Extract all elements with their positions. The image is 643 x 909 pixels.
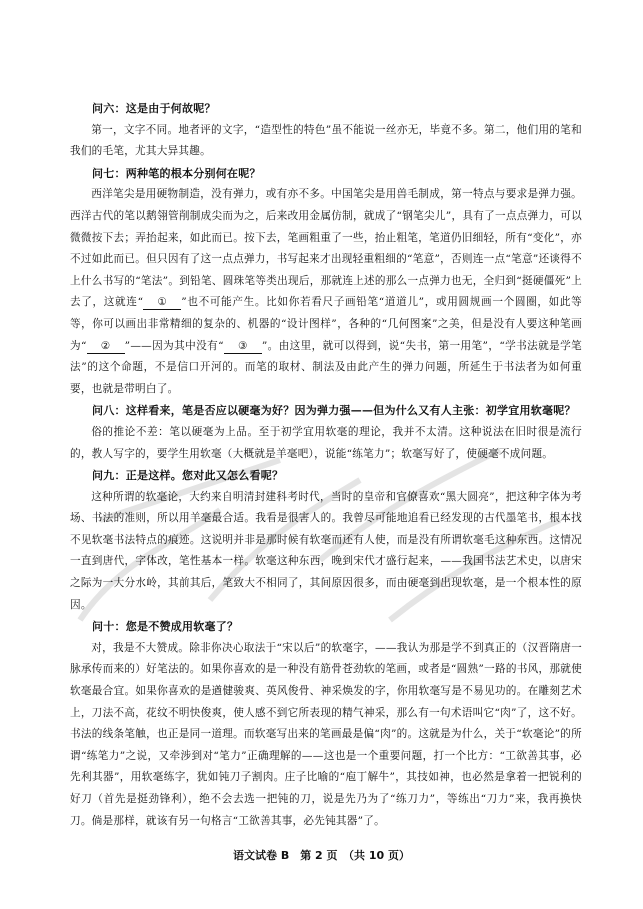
fill-blank-3: ③ — [224, 339, 262, 354]
document-body — [70, 98, 582, 832]
answer-eight: 俗的推论不差：笔以硬毫为上品。至于初学宜用软毫的理论，我并不太清。这种说法在旧时很是流行的，教人写字的，要学生用软毫（大概就是羊毫吧），说能“练笔力”；软毫写好了，使硬毫不成问题。 — [70, 425, 582, 460]
question-seven: 问七：两种笔的根本分别何在呢？ — [92, 166, 261, 180]
answer-ten: 对，我是不大赞成。除非你决心取法于“宋以后”的软毫字，——我认为那是学不到真正的（汉晋隋唐一脉承传而来的）好笔法的。如果你喜欢的是一种没有筋骨苍劲软的笔画，或者是“圆熟”一路的书风，那就使软毫最合宜。如果你喜欢的是遒健骏爽、英风俊骨、神采焕发的字，你用软毫写是不易见功的。在雕刻艺术上，刀法不高，花纹不明快俊爽，使人感不到它所表现的精气神采，那么有一句术语叫它“肉”了，这不好。书法的线条笔触，也正是同一道理。而软毫写出来的笔画最是偏“肉”的。这就是为什么，关于“软毫论”的所谓“练笔力”之说，又牵涉到对“笔力”正确理解的——这也是一个重要问题，打一个比方：“工欲善其事，必先利其器”，用软毫练字，犹如钝刀子割肉。庄子比喻的“庖丁解牛”，其技如神，也必然是拿着一把锐利的好刀（首先是挺劲锋利），绝不会去选一把钝的刀，说是先乃为了“练刀力”，等练出“刀力”来，我再换快刀。倘是那样，就该有另一句格言“工欲善其事，必先钝其器”了。 — [70, 641, 582, 827]
answer-seven-part-3: ”——因为其中没有“ — [124, 339, 224, 352]
answer-six: 第一，文字不同。地者评的文字，“造型性的特色”虽不能说一丝亦无，毕竟不多。第二，他们用的笔和我们的毛笔，尤其大异其趣。 — [70, 123, 582, 158]
page-footer: 语文试卷 B 第 2 页 （共 10 页） — [233, 849, 410, 862]
fill-blank-1: ① — [143, 295, 181, 310]
question-nine: 问九：正是这样。您对此又怎么看呢？ — [92, 469, 284, 483]
answer-seven-part-1: 西洋笔尖是用硬物制造，没有弹力，或有亦不多。中国笔尖是用兽毛制成，第一特点与要求是弹力强。西洋古代的笔以鹅翎管削制成尖而为之，后来改用金属仿制，就成了“钢笔尖儿”，具有了一点点弹力，可以微微按下去；弄抬起来，如此而已。按下去，笔画粗重了一些，抬止粗笔，笔道仍旧细轻，所有“变化”，亦不过如此而已。但只因有了这一点点弹力，书写起来才出现轻重粗细的“笔意”，否则连一点“笔意”还谈得不上什么书写的“笔法”。到铅笔、圆珠笔等类出现后，那就连上述的那么一点弹力也无，全归到“挺硬僵死”上去了，这就连“ — [70, 188, 582, 309]
question-eight: 问八：这样看来，笔是否应以硬毫为好？因为弹力强——但为什么又有人主张：初学宜用软毫呢？ — [92, 404, 576, 418]
question-ten: 问十：您是不赞成用软毫了？ — [92, 620, 239, 634]
question-six: 问六：这是由于何故呢？ — [92, 102, 216, 115]
answer-nine: 这种所谓的软毫论，大约来自明清封建科考时代，当时的皇帝和官僚喜欢“黑大圆亮”，把这种字体为考场、书法的准则，所以用羊毫最合适。我看是很害人的。我曾尽可能地追看已经发现的古代墨笔书，根本找不见软毫书法特点的痕迹。这说明并非是那时候有软毫而还有人使，而是没有所谓软毫毛这种东西。这情况一直到唐代，字体改，笔性基本一样。软毫这种东西，晚到宋代才盛行起来，——我国书法艺术史，以唐宋之际为一大分水岭，其前其后，笔致大不相同了，其间原因很多，而由硬毫到出现软毫，是一个根本性的原因。 — [70, 490, 582, 611]
answer-seven-part-4: ”。由这里，就可以得到，说“失书，第一用笔”，“学书法就是学笔法”的这个命题，不是信口开河的。而笔的取材、制法及由此产生的弹力问题，所延生于书法者为如何重要，也就是带明白了。 — [70, 339, 582, 395]
answer-seven — [70, 184, 582, 400]
fill-blank-2: ② — [87, 339, 125, 354]
answer-seven-part-2: ”也不可能产生。比如你若看尺子画铅笔“道道儿”，或用圆规画一个圆圈，如此等等，你可以画出非常精细的复杂的、机器的“设计图样”，各种的“几何图案”之美，但是没有人要这种笔画为“ — [70, 296, 582, 352]
